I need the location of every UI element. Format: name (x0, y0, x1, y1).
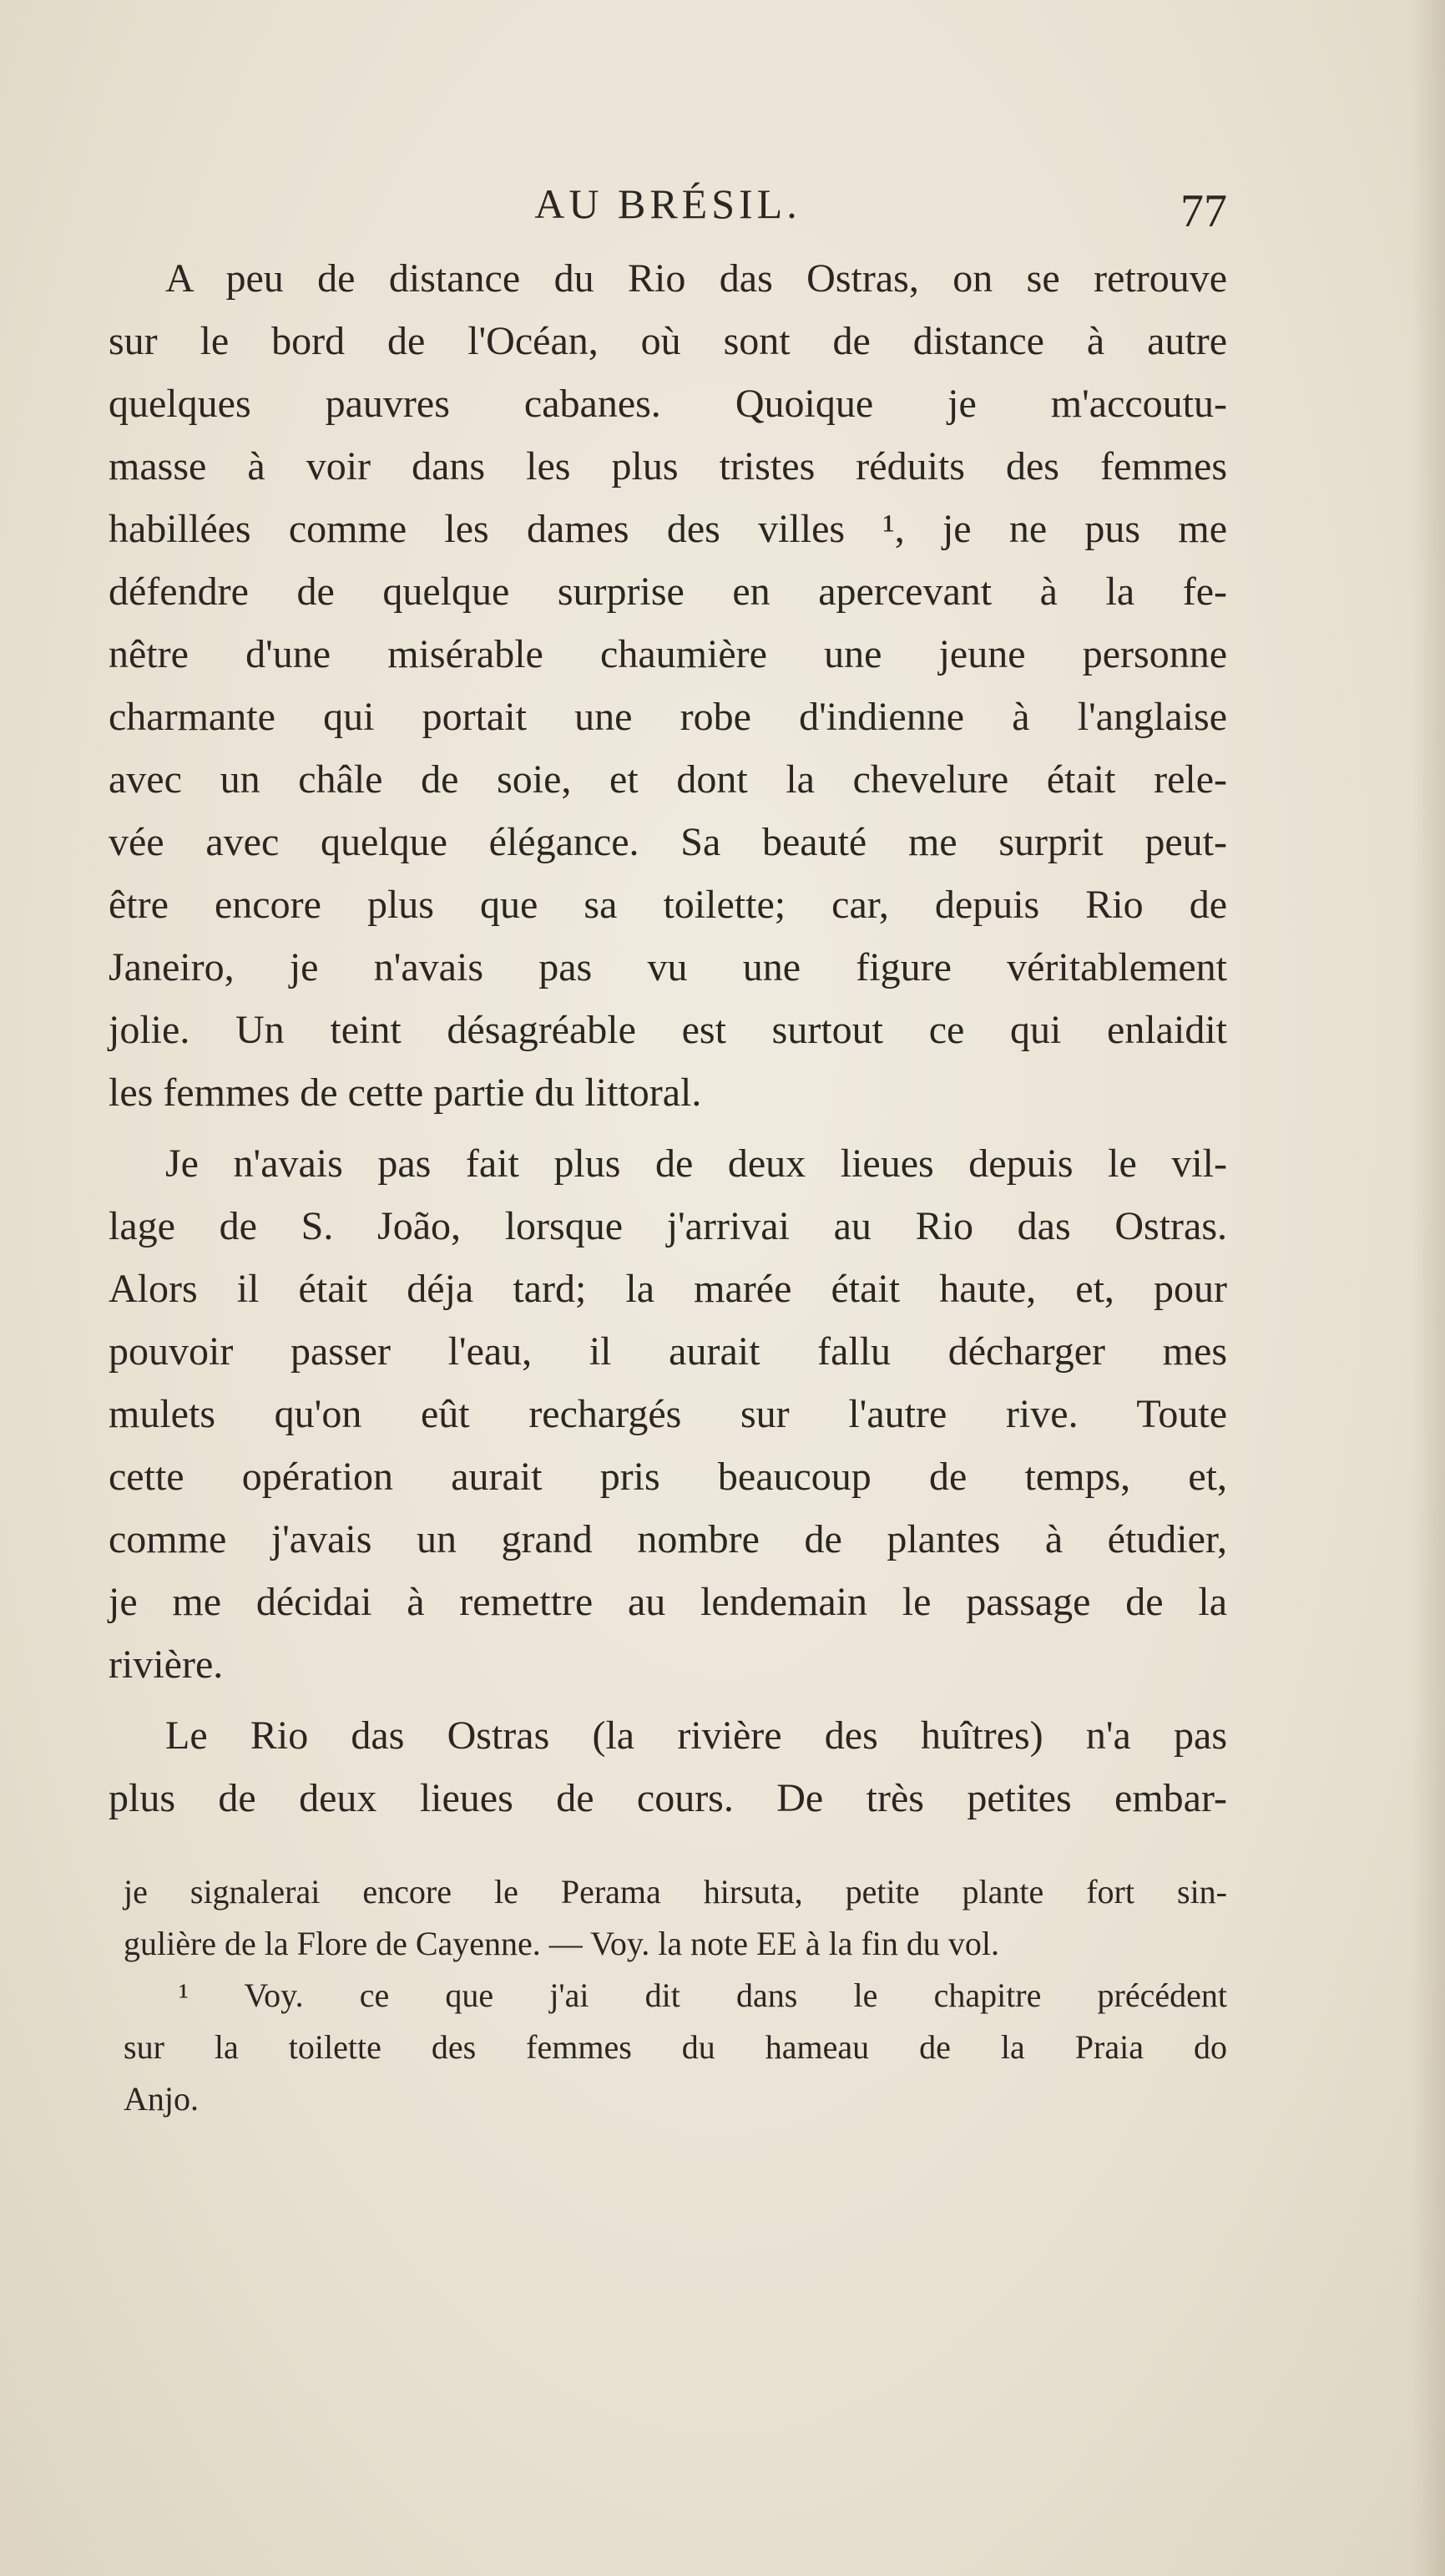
text-line: jolie. Un teint désagréable est surtout ce qui enlaidit (109, 1008, 1227, 1052)
footnote-line: sur la toilette des femmes du hameau de la Praia do (124, 2028, 1227, 2066)
text-line: charmante qui portait une robe d'indienne à l'anglaise (109, 695, 1227, 739)
text-line: lage de S. João, lorsque j'arrivai au Rio das Ostras. (109, 1204, 1227, 1248)
text-line: Alors il était déja tard; la marée était haute, et, pour (109, 1267, 1227, 1311)
text-line: les femmes de cette partie du littoral. (109, 1070, 702, 1115)
text-line: avec un châle de soie, et dont la chevelure était rele- (109, 757, 1227, 802)
text-line: sur le bord de l'Océan, où sont de distance à autre (109, 319, 1227, 363)
text-line: comme j'avais un grand nombre de plantes à étudier, (109, 1517, 1227, 1561)
running-head: AU BRÉSIL. (534, 180, 801, 227)
text-line: plus de deux lieues de cours. De très petites embar- (109, 1776, 1227, 1820)
footnote-line: gulière de la Flore de Cayenne. — Voy. la note EE à la fin du vol. (124, 1925, 999, 1962)
footnote-line: ¹ Voy. ce que j'ai dit dans le chapitre précédent (179, 1976, 1227, 2014)
paragraph-1 (109, 247, 1227, 1124)
text-line: être encore plus que sa toilette; car, depuis Rio de (109, 883, 1227, 927)
text-line: masse à voir dans les plus tristes réduits des femmes (109, 444, 1227, 488)
text-line: Le Rio das Ostras (la rivière des huîtres) n'a pas (165, 1713, 1227, 1758)
page-edge-shadow (1412, 0, 1445, 2576)
paragraph-2 (109, 1132, 1227, 1696)
text-line: cette opération aurait pris beaucoup de temps, et, (109, 1455, 1227, 1499)
text-line: habillées comme les dames des villes ¹, je ne pus me (109, 507, 1227, 551)
text-line: Janeiro, je n'avais pas vu une figure véritablement (109, 945, 1227, 989)
text-line: mulets qu'on eût rechargés sur l'autre rive. Toute (109, 1392, 1227, 1436)
text-line: vée avec quelque élégance. Sa beauté me surprit peut- (109, 820, 1227, 864)
page-number: 77 (1180, 185, 1227, 237)
paragraph-3 (109, 1704, 1227, 1830)
text-line: je me décidai à remettre au lendemain le passage de la (109, 1580, 1227, 1624)
text-line: Je n'avais pas fait plus de deux lieues depuis le vil- (165, 1141, 1227, 1186)
page-header (109, 171, 1227, 238)
footnote-line: je signalerai encore le Perama hirsuta, petite plante fort sin- (124, 1873, 1227, 1910)
footnotes (124, 1866, 1227, 2125)
text-line: nêtre d'une misérable chaumière une jeune personne (109, 632, 1227, 676)
text-line: pouvoir passer l'eau, il aurait fallu décharger mes (109, 1329, 1227, 1374)
text-line: rivière. (109, 1642, 224, 1687)
text-line: quelques pauvres cabanes. Quoique je m'accoutu- (109, 382, 1227, 426)
main-text (109, 247, 1227, 1830)
text-line: A peu de distance du Rio das Ostras, on se retrouve (165, 256, 1227, 301)
text-line: défendre de quelque surprise en apercevant à la fe- (109, 569, 1227, 614)
footnote-line: Anjo. (124, 2080, 199, 2118)
